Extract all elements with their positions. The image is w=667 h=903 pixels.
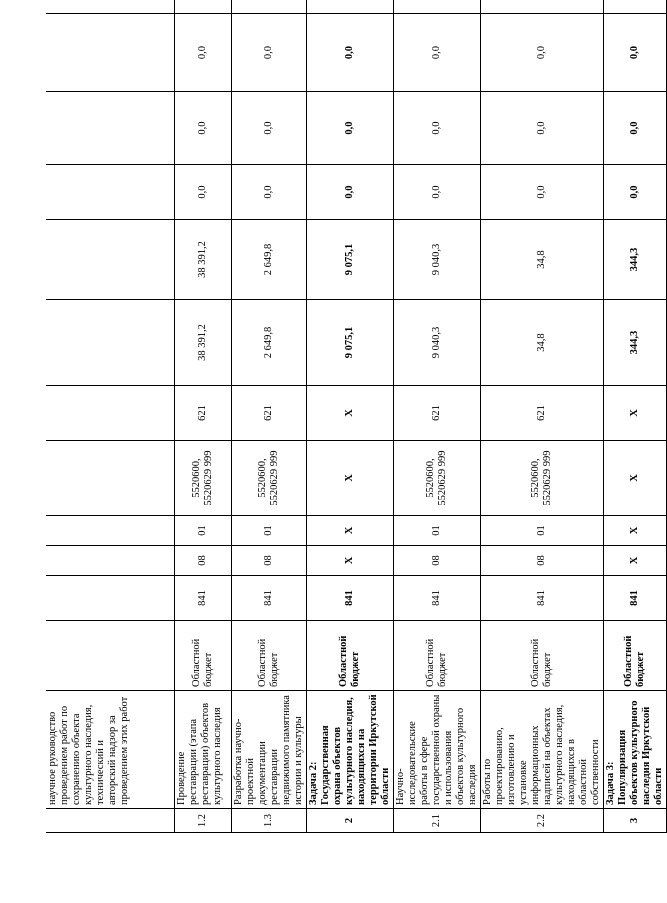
- value-total: 34,8: [480, 300, 603, 386]
- code-section: 08: [231, 546, 306, 576]
- value-year-5: [231, 0, 306, 14]
- value-year-5: [46, 0, 174, 14]
- value-year-4: 0,0: [231, 14, 306, 92]
- row-number: 1.2: [174, 809, 231, 833]
- code-target-article: 5520600, 5520629 999: [231, 441, 306, 516]
- value-year-3: 0,0: [174, 92, 231, 165]
- row-number: 1.3: [231, 809, 306, 833]
- table-row: [603, 0, 666, 833]
- value-year-2: 0,0: [603, 165, 666, 220]
- value-year-5: [603, 0, 666, 14]
- code-expense-type: [46, 386, 174, 441]
- value-total: 9 075,1: [306, 300, 393, 386]
- table-row: [174, 0, 231, 833]
- item-description: научное руководство проведением работ по сохранению объекта культурного наследия, технический и авторский надзор за проведением этих работ: [46, 691, 174, 809]
- value-year-2: 0,0: [306, 165, 393, 220]
- funding-source: Областной бюджет: [306, 621, 393, 691]
- value-year-2: 0,0: [174, 165, 231, 220]
- code-expense-type: 621: [231, 386, 306, 441]
- value-total: 38 391,2: [174, 300, 231, 386]
- item-description: Работы по проектированию, изготовлению и установке информационных надписей на объектах культурного наследия, находящихся в областной собственности: [480, 691, 603, 809]
- code-subsection: 01: [174, 516, 231, 546]
- value-year-3: 0,0: [231, 92, 306, 165]
- code-section: 08: [393, 546, 480, 576]
- value-year-1: 38 391,2: [174, 220, 231, 300]
- value-year-1: 9 075,1: [306, 220, 393, 300]
- value-year-5: [480, 0, 603, 14]
- code-subsection: 01: [393, 516, 480, 546]
- value-year-3: 0,0: [306, 92, 393, 165]
- code-subsection: 01: [480, 516, 603, 546]
- value-total: 9 040,3: [393, 300, 480, 386]
- rotated-table-page: [46, 8, 664, 833]
- row-number: 2.1: [393, 809, 480, 833]
- code-expense-type: 621: [174, 386, 231, 441]
- funding-source: Областной бюджет: [174, 621, 231, 691]
- item-description: Научно-исследовательские работы в сфере государственной охраны и использования объектов культурного наследия: [393, 691, 480, 809]
- value-year-2: 0,0: [231, 165, 306, 220]
- code-expense-type: 621: [480, 386, 603, 441]
- code-section: X: [603, 546, 666, 576]
- value-year-5: [393, 0, 480, 14]
- code-section: [46, 546, 174, 576]
- value-year-4: 0,0: [174, 14, 231, 92]
- value-year-1: [46, 220, 174, 300]
- table-row: [480, 0, 603, 833]
- code-grbs: 841: [174, 576, 231, 621]
- code-subsection: [46, 516, 174, 546]
- code-target-article: 5520600, 5520629 999: [393, 441, 480, 516]
- item-description: Проведение реставрации (этапа реставрации) объектов культурного наследия: [174, 691, 231, 809]
- code-target-article: [46, 441, 174, 516]
- table-row: [306, 0, 393, 833]
- code-grbs: 841: [480, 576, 603, 621]
- table-row: [393, 0, 480, 833]
- row-number: 2: [306, 809, 393, 833]
- value-year-2: 0,0: [480, 165, 603, 220]
- item-description: Задача 2: Государственная охрана объектов культурного наследия, находящихся на территории Иркутской области: [306, 691, 393, 809]
- value-year-4: 0,0: [603, 14, 666, 92]
- value-year-1: 34,8: [480, 220, 603, 300]
- code-expense-type: X: [603, 386, 666, 441]
- budget-table: [46, 0, 667, 833]
- item-description: Задача 3: Популяризация объектов культурного наследия Иркутской области: [603, 691, 666, 809]
- value-year-4: 0,0: [306, 14, 393, 92]
- value-year-5: [174, 0, 231, 14]
- code-target-article: X: [603, 441, 666, 516]
- code-section: X: [306, 546, 393, 576]
- code-grbs: 841: [603, 576, 666, 621]
- funding-source: Областной бюджет: [231, 621, 306, 691]
- row-number: 2.2: [480, 809, 603, 833]
- code-grbs: [46, 576, 174, 621]
- value-year-3: [46, 92, 174, 165]
- code-section: 08: [174, 546, 231, 576]
- item-description: Разработка научно-проектной документации реставрации недвижимого памятника истории и культуры: [231, 691, 306, 809]
- row-number: 3: [603, 809, 666, 833]
- table-row: [231, 0, 306, 833]
- value-year-5: [306, 0, 393, 14]
- funding-source: [46, 621, 174, 691]
- value-year-1: 9 040,3: [393, 220, 480, 300]
- code-grbs: 841: [231, 576, 306, 621]
- value-year-2: 0,0: [393, 165, 480, 220]
- value-total: [46, 300, 174, 386]
- code-grbs: 841: [393, 576, 480, 621]
- code-expense-type: X: [306, 386, 393, 441]
- code-grbs: 841: [306, 576, 393, 621]
- funding-source: Областной бюджет: [480, 621, 603, 691]
- code-section: 08: [480, 546, 603, 576]
- value-year-3: 0,0: [393, 92, 480, 165]
- funding-source: Областной бюджет: [393, 621, 480, 691]
- value-year-2: [46, 165, 174, 220]
- code-target-article: X: [306, 441, 393, 516]
- code-subsection: 01: [231, 516, 306, 546]
- value-year-4: [46, 14, 174, 92]
- value-year-3: 0,0: [603, 92, 666, 165]
- code-target-article: 5520600, 5520629 999: [174, 441, 231, 516]
- value-year-1: 2 649,8: [231, 220, 306, 300]
- value-total: 344,3: [603, 300, 666, 386]
- value-year-1: 344,3: [603, 220, 666, 300]
- value-year-4: 0,0: [393, 14, 480, 92]
- value-total: 2 649,8: [231, 300, 306, 386]
- value-year-4: 0,0: [480, 14, 603, 92]
- value-year-3: 0,0: [480, 92, 603, 165]
- row-number: [46, 809, 174, 833]
- funding-source: Областной бюджет: [603, 621, 666, 691]
- code-subsection: X: [306, 516, 393, 546]
- code-subsection: X: [603, 516, 666, 546]
- code-target-article: 5520600, 5520629 999: [480, 441, 603, 516]
- code-expense-type: 621: [393, 386, 480, 441]
- table-row: [46, 0, 174, 833]
